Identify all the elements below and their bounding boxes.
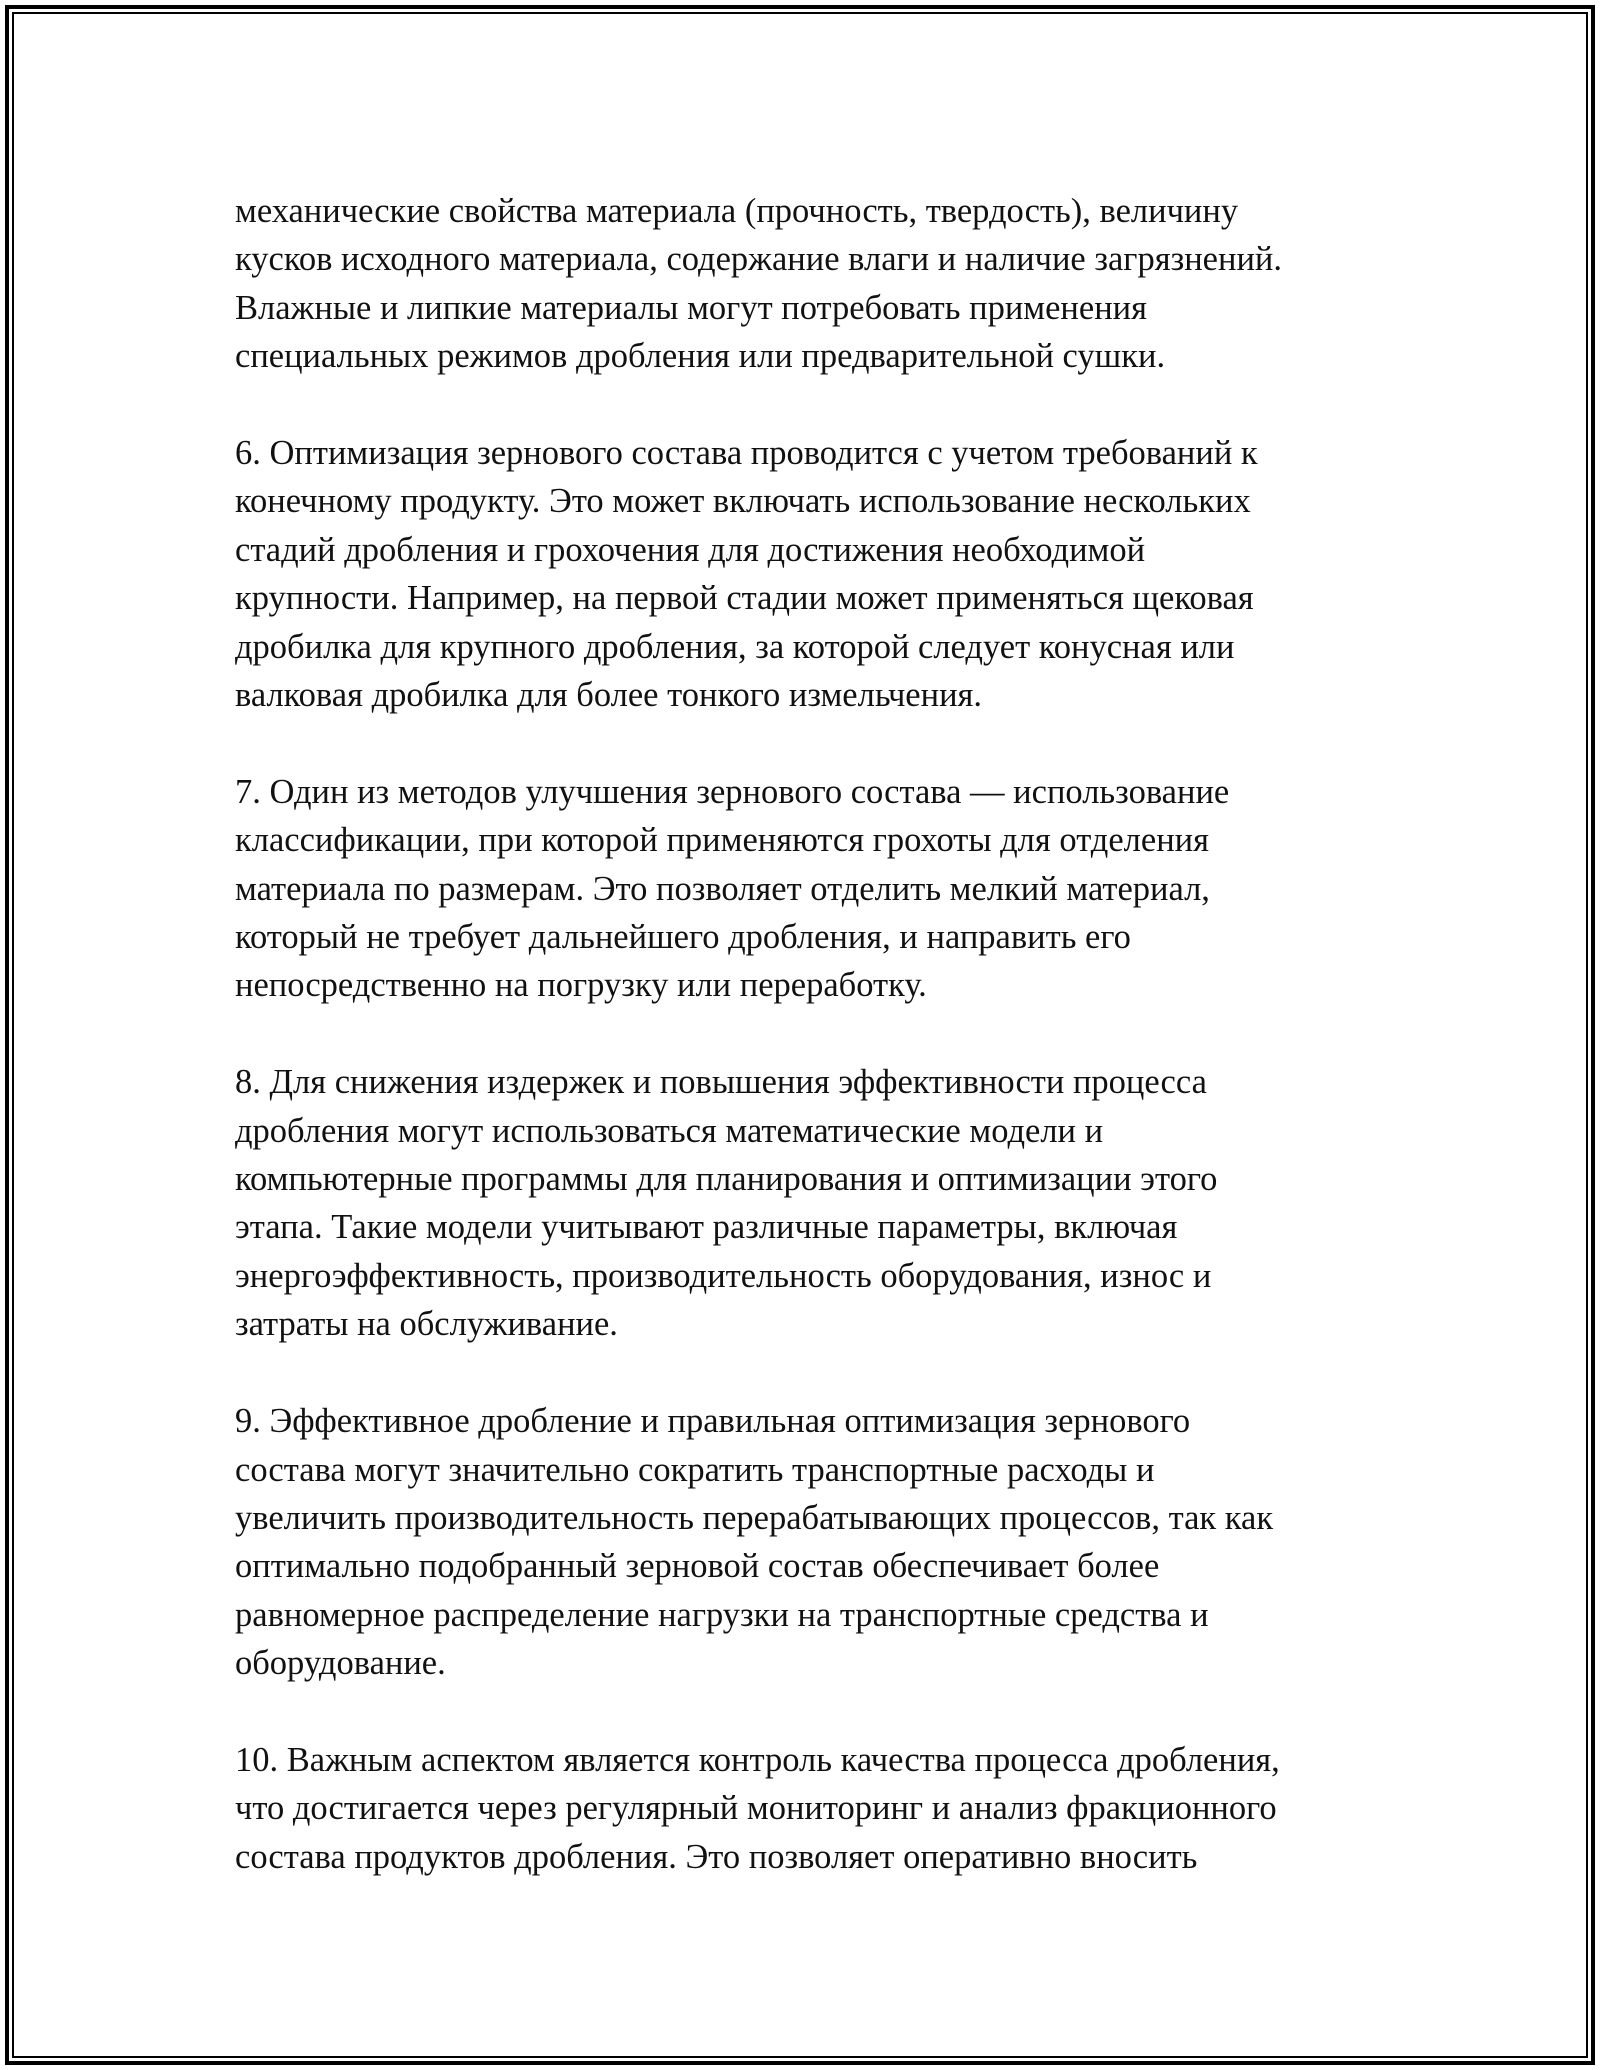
text-line: конечному продукту. Это может включать использование нескольких: [235, 482, 1251, 521]
paragraph: [235, 187, 1390, 381]
text-line: этапа. Такие модели учитывают различные параметры, включая: [235, 1208, 1178, 1247]
text-line: 7. Один из методов улучшения зернового состава — использование: [235, 772, 1230, 811]
paragraph: [235, 1736, 1390, 1881]
text-line: кусков исходного материала, содержание влаги и наличие загрязнений.: [235, 240, 1282, 279]
text-line: дробилка для крупного дробления, за которой следует конусная или: [235, 627, 1235, 666]
text-line: валковая дробилка для более тонкого измельчения.: [235, 676, 983, 715]
text-line: затраты на обслуживание.: [235, 1305, 618, 1344]
text-line: стадий дробления и грохочения для достижения необходимой: [235, 530, 1146, 569]
text-line: дробления могут использоваться математические модели и: [235, 1111, 1104, 1150]
paragraph: [235, 1397, 1390, 1687]
text-line: классификации, при которой применяются грохоты для отделения: [235, 821, 1210, 860]
text-line: оптимально подобранный зерновой состав обеспечивает более: [235, 1547, 1160, 1586]
text-line: 8. Для снижения издержек и повышения эффективности процесса: [235, 1063, 1207, 1102]
text-line: который не требует дальнейшего дробления, и направить его: [235, 918, 1131, 957]
text-line: увеличить производительность перерабатывающих процессов, так как: [235, 1498, 1274, 1537]
paragraph: [235, 1058, 1390, 1348]
text-line: равномерное распределение нагрузки на транспортные средства и: [235, 1595, 1209, 1634]
text-line: механические свойства материала (прочность, твердость), величину: [235, 192, 1239, 230]
text-line: 6. Оптимизация зернового состава проводится с учетом требований к: [235, 434, 1258, 473]
text-line: 10. Важным аспектом является контроль качества процесса дробления,: [235, 1740, 1280, 1779]
text-line: что достигается через регулярный мониторинг и анализ фракционного: [235, 1789, 1277, 1828]
text-line: непосредственно на погрузку или переработку.: [235, 966, 927, 1005]
text-line: компьютерные программы для планирования и оптимизации этого: [235, 1160, 1218, 1199]
document-body: [235, 187, 1390, 1930]
text-line: состава продуктов дробления. Это позволяет оперативно вносить: [235, 1837, 1198, 1876]
text-line: энергоэффективность, производительность оборудования, износ и: [235, 1256, 1212, 1295]
text-line: 9. Эффективное дробление и правильная оптимизация зернового: [235, 1402, 1191, 1441]
paragraph: [235, 429, 1390, 719]
text-line: крупности. Например, на первой стадии может применяться щековая: [235, 579, 1254, 618]
text-line: материала по размерам. Это позволяет отделить мелкий материал,: [235, 869, 1210, 908]
text-line: специальных режимов дробления или предварительной сушки.: [235, 337, 1166, 376]
text-line: Влажные и липкие материалы могут потребовать применения: [235, 288, 1147, 327]
text-line: оборудование.: [235, 1644, 446, 1683]
text-line: состава могут значительно сократить транспортные расходы и: [235, 1450, 1155, 1489]
paragraph: [235, 768, 1390, 1010]
